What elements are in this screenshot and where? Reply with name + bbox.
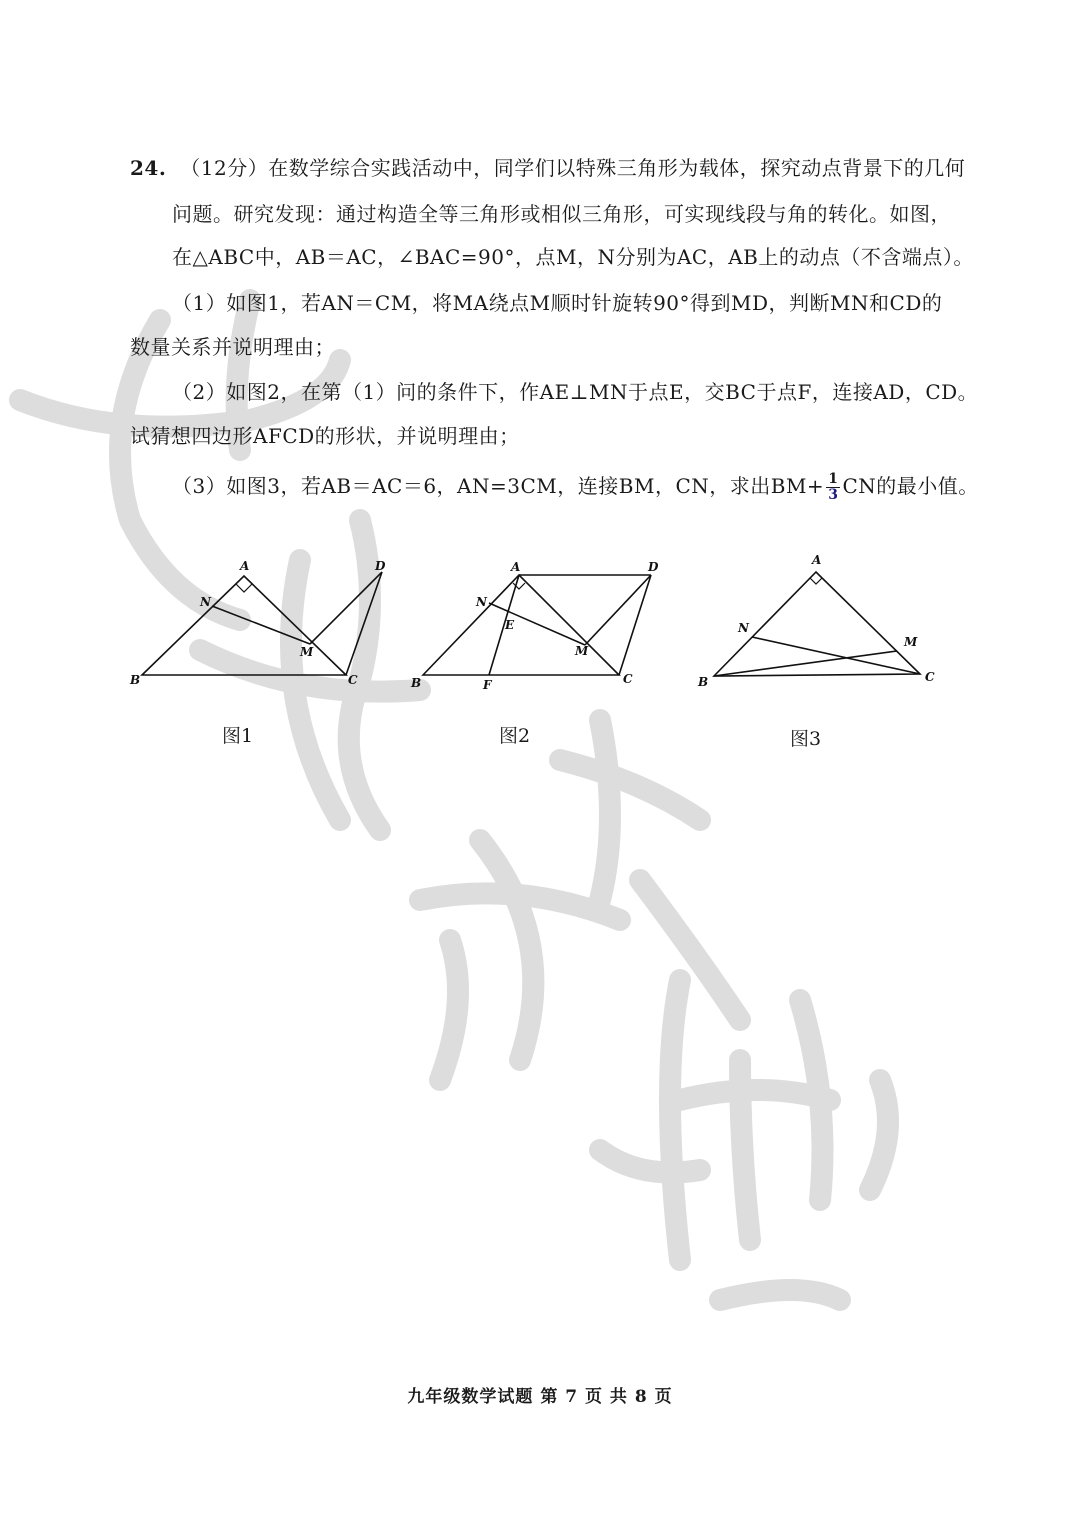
- fraction-numerator: 1: [828, 471, 839, 487]
- part1-line-2: 数量关系并说明理由；: [130, 335, 335, 359]
- one-third-fraction: [826, 472, 840, 503]
- fig1-label-n: N: [200, 595, 211, 609]
- question-line-3: 在△ABC中，AB＝AC，∠BAC=90°，点M，N分别为AC，AB上的动点（不含端点）。: [172, 245, 974, 269]
- fig2-label-f: F: [483, 678, 492, 692]
- page-footer: 九年级数学试题 第 7 页 共 8 页: [407, 1387, 673, 1407]
- figure-2: [405, 555, 665, 695]
- fig2-label-n: N: [476, 595, 487, 609]
- fig1-label-m: M: [300, 645, 314, 659]
- part3-line: [172, 472, 979, 503]
- fig2-label-e: E: [505, 618, 515, 632]
- fig1-segment-cd: [346, 572, 382, 675]
- question-line-1: [130, 154, 965, 182]
- fig1-triangle-abc: [142, 576, 346, 675]
- fig2-label-m: M: [575, 644, 589, 658]
- part1-line-1: （1）如图1，若AN＝CM，将MA绕点M顺时针旋转90°得到MD，判断MN和CD的: [172, 291, 943, 315]
- fig2-triangle-abc: [423, 575, 619, 675]
- question-intro-text: （12分）在数学综合实践活动中，同学们以特殊三角形为载体，探究动点背景下的几何: [180, 156, 966, 180]
- figure-1-caption: 图1: [222, 725, 254, 747]
- fig1-label-d: D: [375, 559, 386, 573]
- fig3-right-angle-mark: [810, 578, 822, 584]
- fig1-segment-md: [310, 572, 382, 644]
- fig3-label-b: B: [698, 675, 709, 689]
- fig2-label-c: C: [623, 672, 633, 686]
- part2-line-1: （2）如图2，在第（1）问的条件下，作AE⊥MN于点E，交BC于点F，连接AD，CD。: [172, 380, 979, 404]
- fig1-label-c: C: [348, 673, 358, 687]
- part3-text-after: CN的最小值。: [842, 474, 979, 498]
- fig2-segment-mn: [489, 603, 585, 645]
- part3-text-before: （3）如图3，若AB＝AC＝6，AN=3CM，连接BM，CN，求出BM+: [172, 474, 825, 498]
- fig3-label-m: M: [904, 635, 918, 649]
- fig1-label-b: B: [130, 673, 141, 687]
- fig3-label-n: N: [738, 621, 749, 635]
- fig2-label-d: D: [648, 560, 659, 574]
- question-line-2: 问题。研究发现：通过构造全等三角形或相似三角形，可实现线段与角的转化。如图，: [172, 202, 951, 226]
- fig2-segment-md: [585, 575, 651, 645]
- fig2-segment-cd: [619, 575, 651, 675]
- question-number: 24.: [130, 156, 167, 180]
- figure-3: [692, 548, 942, 698]
- fig2-label-b: B: [411, 676, 422, 690]
- figure-3-caption: 图3: [790, 728, 822, 750]
- figure-2-caption: 图2: [499, 725, 531, 747]
- fig3-segment-cn: [752, 637, 920, 674]
- fig3-label-a: A: [812, 553, 822, 567]
- fig2-label-a: A: [511, 560, 521, 574]
- fraction-denominator: 3: [828, 487, 839, 503]
- fig3-label-c: C: [925, 670, 935, 684]
- fig1-label-a: A: [240, 559, 250, 573]
- part2-line-2: 试猜想四边形AFCD的形状，并说明理由；: [130, 424, 520, 448]
- figure-1: [120, 548, 390, 698]
- fig1-right-angle-mark: [236, 584, 252, 592]
